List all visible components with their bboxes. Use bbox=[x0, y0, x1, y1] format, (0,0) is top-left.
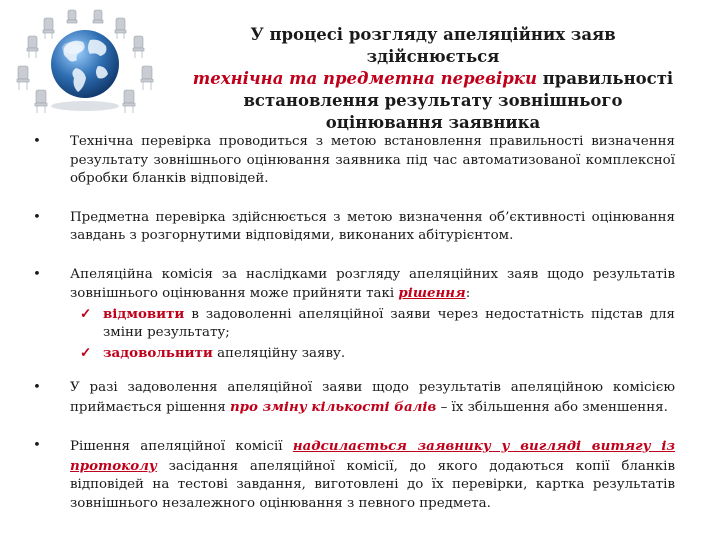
sub-item bbox=[70, 344, 675, 364]
checkmark-icon: ✓ bbox=[80, 344, 92, 361]
item-text: Предметна перевірка здійснюється з метою визначення об’єктивності оцінювання завдань з розгорнутими відповідями, виконаних абітурієнтом. bbox=[70, 209, 675, 243]
bullet-marker: • bbox=[33, 266, 41, 282]
title-line-2 bbox=[188, 68, 678, 134]
sub-item-text: в задоволенні апеляційної заяви через недостатність підстав для зміни результату; bbox=[103, 306, 675, 340]
item-text-end: : bbox=[465, 286, 471, 301]
list-item bbox=[30, 133, 675, 189]
item-text: Апеляційна комісія за наслідками розгляду апеляційних заяв щодо результатів зовнішнього оцінювання може прийняти такі bbox=[70, 266, 675, 301]
item-text: Технічна перевірка проводиться з метою встановлення правильності визначення результату зовнішнього оцінювання заявника під час автоматизованої комплексної обробки бланків відповідей. bbox=[70, 134, 675, 186]
list-item bbox=[30, 379, 675, 417]
item-emphasis: надсилається заявнику у вигляді витягу із протоколу bbox=[70, 438, 675, 474]
bullet-marker: • bbox=[33, 380, 41, 395]
checkmark-icon: ✓ bbox=[80, 305, 92, 322]
bullet-marker: • bbox=[33, 134, 41, 149]
title-highlight: технічна та предметна перевірки bbox=[192, 69, 537, 88]
item-text-end: – їх збільшення або зменшення. bbox=[436, 399, 668, 415]
bullet-marker: • bbox=[33, 209, 41, 225]
title-rest: правильності встановлення результату зовнішнього оцінювання заявника bbox=[243, 69, 674, 132]
slide-title bbox=[188, 24, 678, 134]
title-line-1: У процесі розгляду апеляційних заяв здійснюється bbox=[250, 25, 616, 66]
sub-item-emphasis: відмовити bbox=[103, 305, 185, 322]
item-emphasis: про зміну кількості балів bbox=[229, 398, 437, 415]
sub-item bbox=[70, 305, 675, 343]
item-text: Рішення апеляційної комісії bbox=[70, 439, 293, 454]
sub-item-emphasis: задовольнити bbox=[103, 344, 213, 361]
item-emphasis: рішення bbox=[398, 285, 466, 301]
item-text-end: засідання апеляційної комісії, до якого додаються копії бланків відповідей на тестові завдання, виготовлені до їх перевірки, картка результатів зовнішнього незалежного оцінювання з певного предмета. bbox=[70, 458, 675, 511]
bullet-list bbox=[30, 133, 675, 533]
list-item bbox=[30, 209, 675, 246]
item-text: У разі задоволення апеляційної заяви щодо результатів апеляційною комісією приймається рішення bbox=[70, 380, 675, 415]
list-item bbox=[30, 266, 675, 364]
globe-chairs-logo bbox=[10, 6, 160, 118]
list-item bbox=[30, 437, 675, 513]
bullet-marker: • bbox=[33, 438, 41, 453]
sub-item-text: апеляційну заяву. bbox=[212, 345, 346, 361]
